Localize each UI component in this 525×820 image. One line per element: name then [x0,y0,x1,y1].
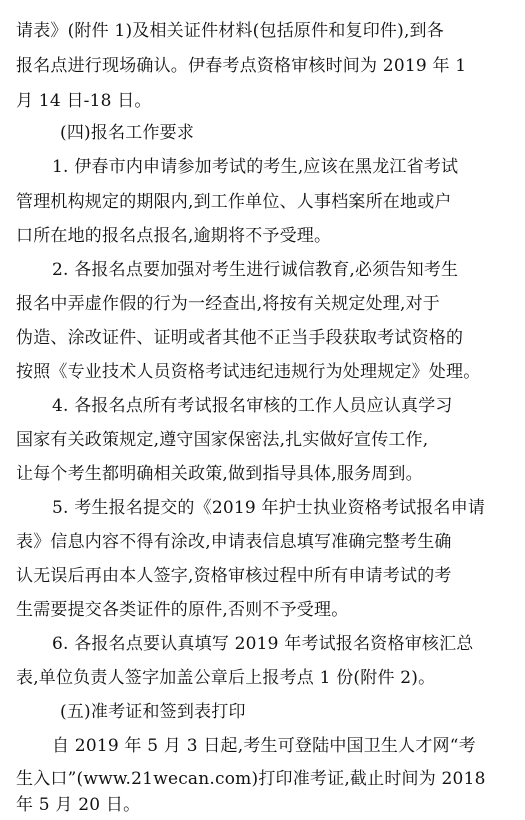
text-line: 生入口”(www.21wecan.com)打印准考证,截止时间为 2018 [16,769,486,789]
section-heading: (四)报名工作要求 [60,123,195,143]
text-line: 报名点进行现场确认。伊春考点资格审核时间为 2019 年 1 [16,56,467,76]
text-line: 年 5 月 20 日。 [16,795,141,815]
text-line: 国家有关政策规定,遵守国家保密法,扎实做好宣传工作, [16,430,429,450]
text-line: 请表》(附件 1)及相关证件材料(包括原件和复印件),到各 [16,21,444,41]
paragraph-first-line: 1. 伊春市内申请参加考试的考生,应该在黑龙江省考试 [52,157,459,177]
text-line: 表》信息内容不得有涂改,申请表信息填写准确完整考生确 [16,532,452,552]
text-line: 报名中弄虚作假的行为一经查出,将按有关规定处理,对于 [16,294,441,314]
text-line: 表,单位负责人签字加盖公章后上报考点 1 份(附件 2)。 [16,668,436,688]
text-line: 伪造、涂改证件、证明或者其他不正当手段获取考试资格的 [16,328,464,348]
paragraph-first-line: 自 2019 年 5 月 3 日起,考生可登陆中国卫生人才网“考 [52,736,476,756]
section-heading: (五)准考证和签到表打印 [60,702,246,722]
paragraph-first-line: 5. 考生报名提交的《2019 年护士执业资格考试报名申请 [52,498,486,518]
text-line: 按照《专业技术人员资格考试违纪违规行为处理规定》处理。 [16,362,481,382]
paragraph-first-line: 6. 各报名点要认真填写 2019 年考试报名资格审核汇总 [52,634,474,654]
paragraph-first-line: 4. 各报名点所有考试报名审核的工作人员应认真学习 [52,396,453,416]
text-line: 认无误后再由本人签字,资格审核过程中所有申请考试的考 [16,566,452,586]
text-line: 月 14 日-18 日。 [16,91,152,111]
text-line: 管理机构规定的期限内,到工作单位、人事档案所在地或户 [16,192,452,212]
text-line: 让每个考生都明确相关政策,做到指导具体,服务周到。 [16,464,423,484]
paragraph-first-line: 2. 各报名点要加强对考生进行诚信教育,必须告知考生 [52,260,459,280]
text-line: 口所在地的报名点报名,逾期将不予受理。 [16,226,332,246]
text-line: 生需要提交各类证件的原件,否则不予受理。 [16,600,349,620]
